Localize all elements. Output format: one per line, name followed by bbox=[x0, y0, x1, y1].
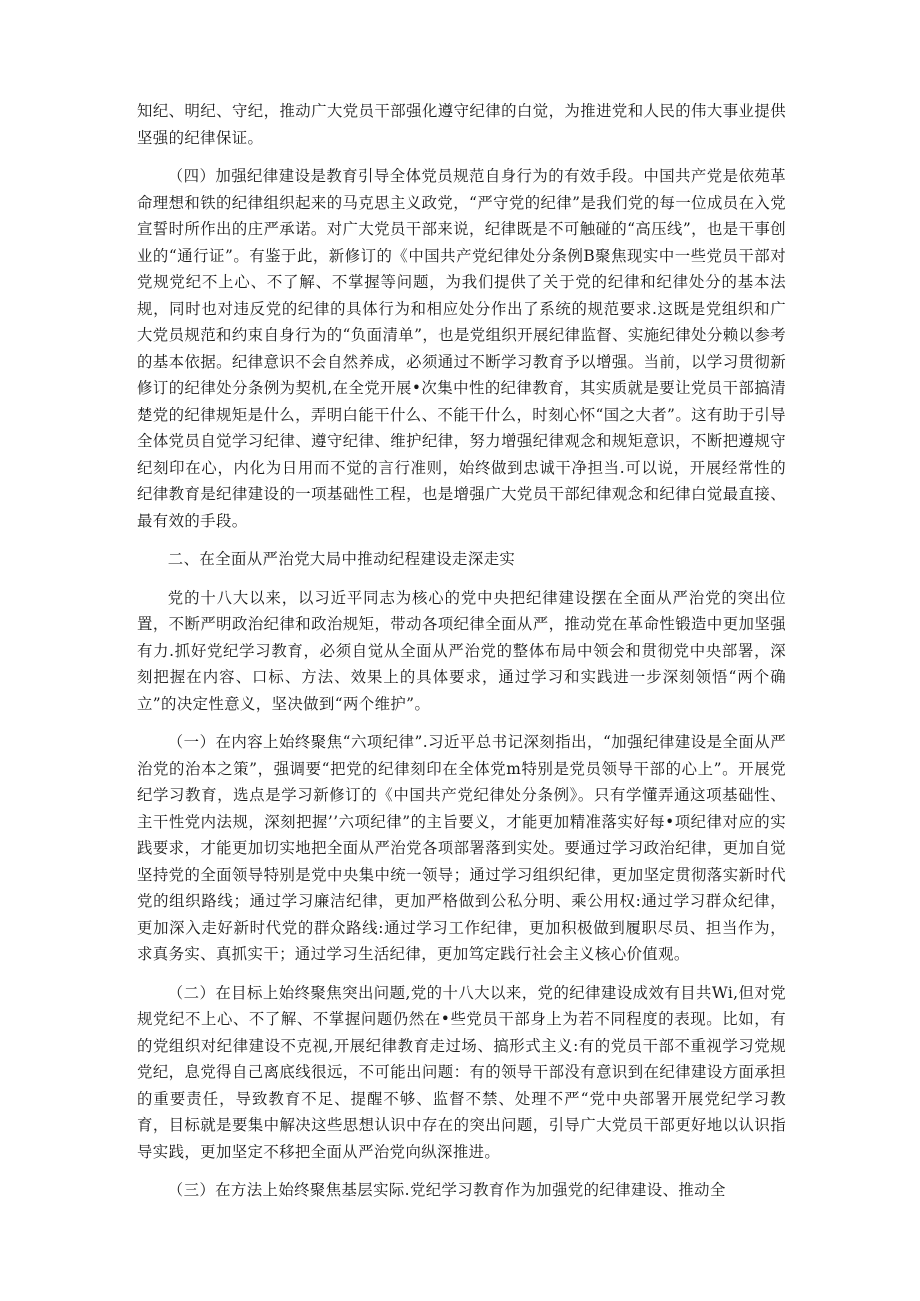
section-heading-two: 二、在全面从严治党大局中推动纪程建设走深走实 bbox=[167, 550, 516, 568]
paragraph-item-two: （二）在目标上始终聚焦突出问题,党的十八大以来，党的纪律建设成效有目共Wi,但对党规党纪不上心、不了解、不掌握问题仍然在•些党员干部身上为若不同程度的表现。比如，有的党组织对纪律建设不克视,开展纪律教育走过场、搞形式主义:有的党员干部不重视学习党规党纪，息党得自己离底线很远，不可能出问题：有的领导干部没有意识到在纪律建设方面承担的重要责任，导致教育不足、提醒不够、监督不禁、处理不严“党中央部署开展党纪学习教育，目标就是要集中解决这些思想认识中存在的突出问题，引导广大党员干部更好地以认识指导实践，更加坚定不移把全面从严治党向纵深推进。 bbox=[137, 983, 786, 1161]
document-page bbox=[137, 98, 786, 1216]
paragraph-continuation: 知纪、明纪、守纪，推动广大党员干部强化遵守纪律的白觉，为推进党和人民的伟大事业提供坚强的纪律保证。 bbox=[137, 102, 786, 147]
paragraph-section-four: （四）加强纪律建设是教育引导全体党员规范自身行为的有效手段。中国共产党是依苑革命理想和铁的纪律组织起来的马克思主义政党，“严守党的纪律”是我们党的每一位成员在入党宣誓时所作出的庄严承诺。对广大党员干部来说，纪律既是不可触碰的“高压线”，也是干事创业的“通行证”。有鉴于此，新修订的《中国共产党纪律处分条例B聚焦现实中一些党员干部对党规党纪不上心、不了解、不掌握等问题，为我们提供了关于党的纪律和纪律处分的基本法规，同时也对违反党的纪律的具体行为和相应处分作出了系统的规范要求.这既是党组织和广大党员规范和约束自身行为的“负面清单”，也是党组织开展纪律监督、实施纪律处分赖以参考的基本依据。纪律意识不会自然养成，必须通过不断学习教育予以增强。当前，以学习贯彻新修订的纪律处分条例为契机,在全党开展•次集中性的纪律教育，其实质就是要让党员干部搞清楚党的纪律规矩是什么，弄明白能干什么、不能干什么，时刻心怀“国之大者”。这有助于引导全体党员自觉学习纪律、遵守纪律、维护纪律，努力增强纪律观念和规矩意识，不断把遵规守纪刻印在心，内化为日用而不觉的言行准则，始终做到忠诚干净担当.可以说，开展经常性的纪律教育是纪律建设的一项基础性工程，也是增强广大党员干部纪律观念和纪律白觉最直接、最有效的手段。 bbox=[137, 167, 786, 530]
paragraph-intro: 党的十八大以来，以习近平同志为核心的党中央把纪律建设摆在全面从严治党的突出位置，不断严明政治纪律和政治规矩，带动各项纪律全面从严，推动党在革命性锻造中更加坚强有力.抓好党纪学习教育，必须自觉从全面从严治党的整体布局中领会和贯彻党中央部署，深刻把握在内容、口标、方法、效果上的具体要求，通过学习和实践进一步深刻领悟“两个确立”的决定性意义，坚决做到“两个维护”。 bbox=[137, 588, 786, 713]
paragraph-item-three: （三）在方法上始终聚焦基层实际.党纪学习教育作为加强党的纪律建设、推动全 bbox=[167, 1181, 726, 1199]
paragraph-item-one: （一）在内容上始终聚焦“六项纪律”.习近平总书记深刻指出，“加强纪律建设是全面从严治党的治本之策”，强调要“把党的纪律刻印在全体党m特别是党员领导干部的心上”。开展党纪学习教育，选点是学习新修订的《中国共产党纪律处分条例》。只有学懂弄通这项基础性、主干性党内法规，深刻把握’’六项纪律”的主旨要义，才能更加精准落实好每•项纪律对应的实践要求，才能更加切实地把全面从严治党各项部署落到实处。要通过学习政治纪律，更加自觉坚持党的全面领导特别是党中央集中统一领导；通过学习组织纪律，更加坚定贯彻落实新时代党的组织路线；通过学习廉洁纪律，更加严格做到公私分明、乘公用权:通过学习群众纪律，更加深入走好新时代党的群众路线:通过学习工作纪律，更加积极做到履职尽员、担当作为，求真务实、真抓实干；通过学习生活纪律，更加笃定践行社会主义核心价值观。 bbox=[137, 733, 786, 963]
